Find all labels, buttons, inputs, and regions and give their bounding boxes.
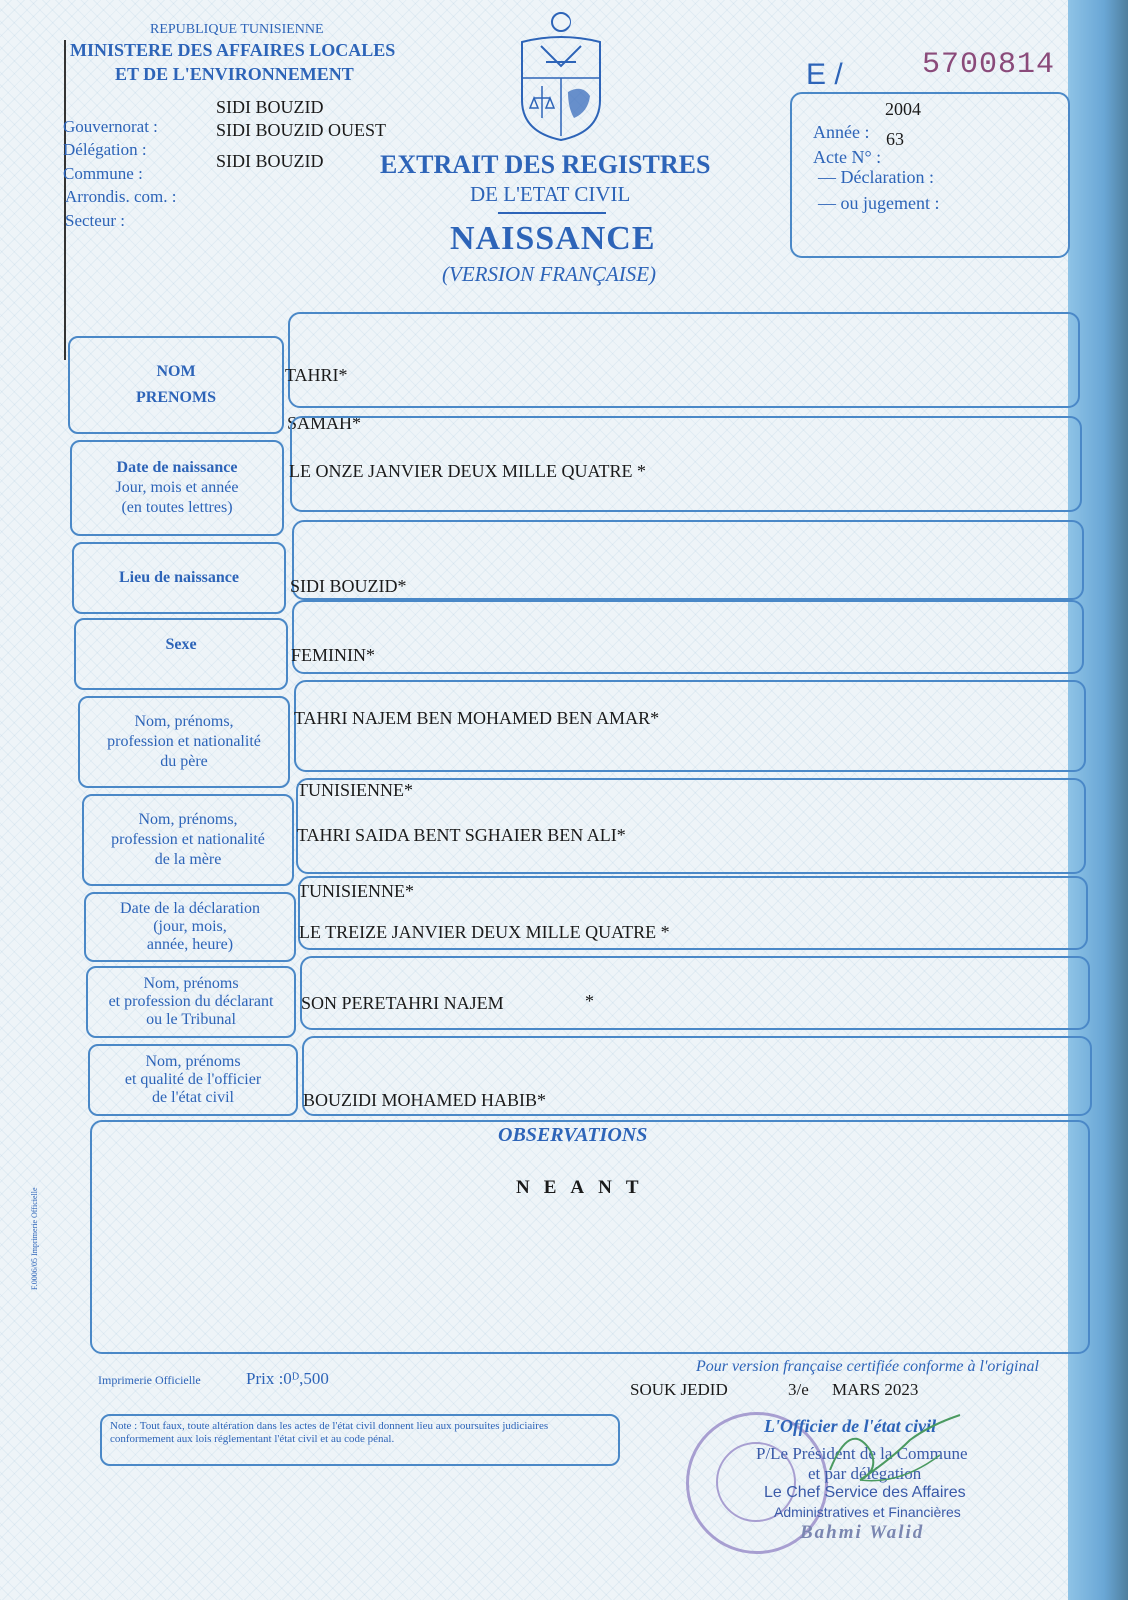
officier-label-1: Nom, prénoms (145, 1053, 241, 1070)
acte-value: 63 (886, 129, 904, 149)
officier-value: BOUZIDI MOHAMED HABIB* (303, 1090, 546, 1110)
lieu-label: Lieu de naissance (118, 569, 239, 586)
pere-label-1: Nom, prénoms, (134, 713, 234, 730)
sexe-value: FEMININ* (291, 645, 375, 665)
officier-label-2: et qualité de l'officier (124, 1071, 262, 1088)
certificate-type-title: NAISSANCE (450, 220, 656, 257)
imprimerie-label: Imprimerie Officielle (98, 1373, 201, 1387)
prenoms-value: SAMAH* (287, 413, 362, 433)
signatory-name: Bahmi Walid (800, 1522, 925, 1543)
gouvernorat-label: Gouvernorat : (63, 117, 158, 136)
sexe-label: Sexe (165, 636, 197, 653)
declarant-label-cell (86, 966, 296, 1038)
pere-label-3: du père (160, 753, 208, 770)
legal-note-box (100, 1414, 620, 1466)
declaration-value: LE TREIZE JANVIER DEUX MILLE QUATRE * (299, 922, 670, 942)
mere-label-1: Nom, prénoms, (138, 811, 238, 828)
signature-line-2: et par délégation (808, 1464, 922, 1483)
declaration-label-cell (84, 892, 296, 962)
declaration-label-1: Date de la déclaration (120, 900, 260, 917)
serial-number: 5700814 (922, 48, 1056, 82)
nom-label: NOM (156, 363, 196, 380)
observations-side-print: F.0006/05 Imprimerie Officielle (30, 1187, 39, 1290)
serial-prefix: E / (806, 58, 843, 91)
day-value: 3/e (788, 1380, 809, 1399)
tunisia-coat-of-arms (516, 8, 606, 144)
secteur-label: Secteur : (65, 211, 125, 230)
lieu-label-cell (72, 542, 286, 614)
officer-title: L'Officier de l'état civil (764, 1416, 937, 1436)
signature-line-1: P/Le Président de la Commune (756, 1444, 968, 1463)
certified-note: Pour version française certifiée conforme à l'original (696, 1358, 1039, 1375)
annee-value: 2004 (885, 99, 921, 119)
mere-label-3: de la mère (154, 851, 222, 868)
handwritten-signature (820, 1410, 970, 1500)
date-naissance-label-3: (en toutes lettres) (121, 499, 233, 516)
pere-label-2: profession et nationalité (107, 733, 261, 750)
date-naissance-label-2: Jour, mois et année (115, 479, 239, 496)
month-year-value: MARS 2023 (832, 1380, 919, 1399)
gouvernorat-value: SIDI BOUZID (216, 97, 324, 117)
nom-value: TAHRI* (285, 365, 348, 385)
acte-label: Acte N° : (813, 147, 882, 167)
declarant-label-2: et profession du déclarant (108, 993, 274, 1010)
arrondissement-label: Arrondis. com. : (65, 187, 177, 206)
officier-label-3: de l'état civil (152, 1089, 234, 1106)
jugement-type-label: — ou jugement : (818, 193, 940, 213)
place-value: SOUK JEDID (630, 1380, 728, 1399)
declarant-label-1: Nom, prénoms (143, 975, 239, 992)
observations-content: NEANT (516, 1177, 653, 1198)
commune-value: SIDI BOUZID (216, 151, 324, 171)
lieu-value-cell (292, 520, 1084, 600)
declaration-label-2: (jour, mois, (153, 918, 227, 935)
signature-line-4: Administratives et Financières (774, 1504, 961, 1520)
declaration-type-label: — Déclaration : (818, 167, 934, 187)
document-title: EXTRAIT DES REGISTRES (380, 150, 711, 179)
mere-label-cell (82, 794, 294, 886)
date-naissance-label: Date de naissance (116, 459, 238, 476)
commune-label: Commune : (63, 164, 143, 183)
legal-note-text: Note : Tout faux, toute altération dans les actes de l'état civil donnent lieu aux poursuites judiciaires conformement aux lois réglementant l'état civil et au code pénal. (110, 1420, 549, 1445)
sexe-value-cell (292, 600, 1084, 674)
declarant-label-3: ou le Tribunal (146, 1011, 236, 1028)
republic-label: REPUBLIQUE TUNISIENNE (150, 22, 324, 37)
ministry-line2: ET DE L'ENVIRONNEMENT (115, 64, 354, 84)
prenoms-label: PRENOMS (136, 389, 216, 406)
lieu-value: SIDI BOUZID* (290, 576, 407, 596)
observations-title: OBSERVATIONS (498, 1124, 648, 1146)
nom-value-cell (288, 312, 1080, 408)
subtitle-underline (498, 212, 606, 214)
pere-nationality-value: TUNISIENNE* (297, 780, 413, 800)
date-naissance-value: LE ONZE JANVIER DEUX MILLE QUATRE * (289, 461, 646, 481)
pere-label-cell (78, 696, 290, 788)
officier-label-cell (88, 1044, 298, 1116)
document-subtitle: DE L'ETAT CIVIL (470, 182, 631, 206)
date-naissance-label-cell (70, 440, 284, 536)
nom-prenoms-label-cell (68, 336, 284, 434)
declaration-label-3: année, heure) (146, 936, 234, 953)
declarant-star: * (585, 991, 594, 1011)
delegation-label: Délégation : (63, 140, 147, 159)
version-label: (VERSION FRANÇAISE) (442, 262, 657, 286)
prix-label: Prix :0ᴰ,500 (246, 1369, 329, 1388)
declarant-value: SON PERETAHRI NAJEM (301, 993, 504, 1013)
delegation-value: SIDI BOUZID OUEST (216, 120, 386, 140)
annee-label: Année : (813, 122, 870, 142)
signature-line-3: Le Chef Service des Affaires (764, 1484, 966, 1501)
observations-box (90, 1120, 1090, 1354)
pere-value: TAHRI NAJEM BEN MOHAMED BEN AMAR* (294, 708, 660, 728)
sexe-label-cell (74, 618, 288, 690)
mere-nationality-value: TUNISIENNE* (298, 881, 414, 901)
mere-label-2: profession et nationalité (111, 831, 265, 848)
mere-value: TAHRI SAIDA BENT SGHAIER BEN ALI* (297, 825, 626, 845)
ministry-line1: MINISTERE DES AFFAIRES LOCALES (70, 40, 396, 60)
